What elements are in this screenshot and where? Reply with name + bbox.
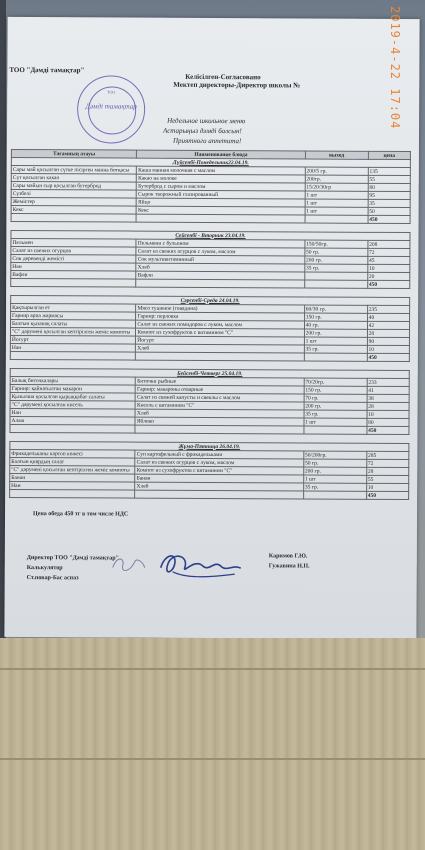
desk-seam [0, 758, 425, 760]
table-cell: 200 гр. [304, 329, 367, 337]
table-cell: 10 [367, 410, 409, 418]
table-cell: Гарнир арпа жармасы [11, 311, 136, 320]
table-cell: 40 гр. [304, 321, 367, 329]
table-cell: 28 [367, 329, 409, 337]
table-cell: Хлеб [136, 263, 304, 272]
table-cell: 55 [366, 475, 408, 483]
table-cell: 1 шт [304, 337, 367, 345]
table-cell: 208 [368, 240, 410, 248]
table-cell: "С" дәруменi қосылған кептірілген жеміс компоты [10, 327, 135, 336]
table-cell: Бейсенбі-Четверг 25.04.19. [10, 368, 409, 378]
table-cell: Қызылша қосылған қырыққабат салаты [10, 392, 135, 401]
table-cell: 50 гр. [303, 459, 366, 467]
table-cell: Сок деревенді жемісті [11, 254, 136, 263]
table-cell: 150/50гр. [305, 240, 368, 248]
table-cell: Хлеб [136, 344, 304, 353]
table-cell: Гарнир: перловка [136, 312, 304, 321]
table-cell: Нан [10, 481, 135, 490]
table-cell: 50 гр. [305, 248, 368, 256]
table-cell: 35 гр. [304, 264, 367, 272]
table-cell: 35 гр. [304, 345, 367, 353]
table-cell: 1 шт [305, 207, 368, 215]
menu-table [9, 149, 411, 500]
table-cell: 233 [367, 378, 409, 386]
day-total-row [10, 489, 409, 499]
table-cell: 72 [366, 459, 408, 467]
table-cell: 50/200гр. [303, 451, 366, 459]
table-cell: 80 [367, 418, 409, 426]
table-cell: Салат из свежих огурцов с луком, маслом [136, 247, 304, 256]
director-signature [155, 548, 245, 582]
table-cell: Компот из сухофруктов с витамином "С" [135, 466, 303, 475]
table-cell: Сары майын сыр қосылған бутерброд [11, 181, 136, 190]
table-cell: Салат из свежей капусты и свеклы с маслом [135, 393, 303, 402]
table-cell: 1 шт [305, 199, 368, 207]
table-cell: выход [305, 151, 368, 159]
table-cell: 10 [367, 345, 409, 353]
table-cell: Йогурт [10, 335, 135, 344]
table-cell: 80 [368, 183, 410, 191]
table-cell: Вафли [136, 271, 304, 280]
table-cell: 70/20гр. [304, 378, 367, 386]
table-cell: Сок мультивитаминный [136, 255, 304, 264]
chef-label: Ст.повар-Бас аспаз [26, 575, 79, 582]
table-cell: Йогурт [136, 336, 304, 345]
menu-greeting-kz: Астарыңыз дәмді болсын! [163, 126, 242, 136]
table-cell: Банан [10, 473, 135, 482]
table-cell: Жемістер [11, 197, 136, 206]
table-cell: Жұма-Пятница 26.04.19. [10, 441, 409, 451]
table-cell: 35 [368, 199, 410, 207]
table-cell: 70 гр. [304, 394, 367, 402]
table-cell: 28 [367, 402, 409, 410]
menu-greeting-ru: Приятного аппетита! [172, 136, 242, 146]
desk-surface [0, 638, 425, 850]
table-cell: 55 [368, 175, 410, 183]
table-cell: 200 гр. [304, 402, 367, 410]
table-cell: Салат из свежих огурцов [11, 246, 136, 255]
table-cell: Компот из сухофруктов с витамином "С" [136, 328, 304, 337]
table-cell: Бутерброд с сыром и маслом [137, 182, 305, 191]
table-cell: Вафли [11, 270, 136, 279]
price-note: Цена обеда 450 тг в том числе НДС [33, 511, 129, 518]
table-cell: Суп картофельный с фрикадельками [135, 450, 303, 459]
table-cell: 450 [367, 426, 409, 434]
table-cell: 45 [367, 256, 409, 264]
table-cell: 40 [367, 313, 409, 321]
table-cell: Сәрсенбі-Среда 24.04.19. [11, 295, 410, 305]
table-cell: Яблоко [135, 417, 303, 426]
table-cell: Биточки рыбные [136, 377, 304, 386]
signer-name-2: Гужавина Н.П. [268, 563, 310, 570]
table-cell: Мясо тушеное (говядина) [136, 304, 304, 313]
table-cell: Алма [10, 416, 135, 425]
calculator-label: Калькулятор [26, 565, 63, 572]
table-cell: Гарнир: макароны отварные [136, 385, 304, 394]
table-cell: 35 гр. [304, 410, 367, 418]
table-cell: 95 [368, 191, 410, 199]
table-cell: Балғын қиярдың салат [10, 457, 135, 466]
table-cell: Кисель с витамином "С" [135, 401, 303, 410]
table-cell: 35 гр. [303, 483, 366, 491]
table-cell: 90 [367, 337, 409, 345]
table-cell: Сары май қосылған сүтке пісірген манна ботқасы [11, 165, 136, 174]
table-cell: "С" дәруменi қосылған кисель [10, 400, 135, 409]
table-cell: Сейсенбі - Вторник 23.04.19. [11, 230, 410, 240]
table-cell: 200 гр. [304, 256, 367, 264]
table-cell: 450 [367, 280, 409, 288]
table-cell [303, 491, 366, 499]
table-cell: Пельмен [11, 238, 136, 247]
table-cell: Салат из свежих помидоров с луком, маслом [136, 320, 304, 329]
table-cell: 38 [367, 394, 409, 402]
table-cell: 200гр. [305, 175, 368, 183]
table-cell: Фрикадельканы картоп көжесі [10, 449, 135, 458]
table-cell: Гарнир: қайнатылған макарон [10, 384, 135, 393]
table-cell: 285 [366, 451, 408, 459]
menu-title: Недельное школьное меню [167, 116, 246, 126]
table-cell: Хлеб [135, 482, 303, 491]
table-cell: "С" дәруменi қосылған кептірілген жеміс компоты [10, 465, 135, 474]
table-cell: Банан [135, 474, 303, 483]
table-cell: 28 [366, 467, 408, 475]
table-cell: Тағамның атауы [11, 149, 136, 158]
table-cell: 450 [366, 491, 408, 499]
table-cell: 235 [367, 305, 409, 313]
table-cell: 10 [367, 264, 409, 272]
table-cell: Балғын қызанақ салаты [11, 319, 136, 328]
table-cell: цена [368, 151, 410, 159]
table-cell: Сүт қосылған какао [11, 173, 136, 182]
table-cell: 200/5 гр. [305, 167, 368, 175]
table-cell: Кекс [136, 206, 304, 215]
approval-line-1: Келісілген-Согласовано [185, 72, 261, 82]
table-cell: Нан [11, 262, 136, 271]
table-cell: 50 [368, 207, 410, 215]
table-cell: Дүйсенбі-Понедельник22.04.19. [11, 157, 410, 167]
table-cell: 15/20/30гр [305, 183, 368, 191]
table-cell: 150 гр. [304, 386, 367, 394]
table-cell: 10 [366, 483, 408, 491]
table-cell: 200 гр. [303, 467, 366, 475]
stamp-small-text: ТОО [107, 89, 116, 95]
table-cell: Яйцо [136, 198, 304, 207]
table-cell: Сүзбелі [11, 189, 136, 198]
table-cell [10, 489, 135, 498]
table-cell: 72 [368, 248, 410, 256]
table-cell [135, 490, 303, 499]
table-cell: 135 [368, 167, 410, 175]
calculator-signature [109, 551, 149, 577]
table-cell: 450 [368, 215, 410, 223]
table-cell: 20 [367, 272, 409, 280]
table-cell: Хлеб [135, 409, 303, 418]
table-cell: 450 [367, 353, 409, 361]
company-name: ТОО "Дәмді тамақтар" [9, 65, 85, 75]
table-cell: Нан [10, 408, 135, 417]
director-label: Директор ТОО "Дәмді тамақтар" [26, 555, 119, 562]
company-stamp [77, 75, 145, 143]
table-cell: 42 [367, 321, 409, 329]
table-cell: Сырок творожный глазированный [137, 190, 305, 199]
table-cell: Пельмени с бульоном [136, 239, 304, 248]
table-cell: 1 шт [303, 475, 366, 483]
table-cell: 60/30 гр. [304, 305, 367, 313]
table-cell: Какао на молоке [137, 174, 305, 183]
table-cell: Қақтырылған ет [11, 303, 136, 312]
stamp-text: Дәмді тамақтар [85, 102, 137, 111]
approval-line-2: Мектеп директоры-Директор школы № [173, 80, 301, 90]
table-cell: Наименование блюда [137, 150, 305, 159]
table-cell: Нан [10, 343, 135, 352]
table-cell: Салат из свежих огурцов с луком, маслом [135, 458, 303, 467]
table-cell: 1 шт [304, 418, 367, 426]
table-cell: 150 гр. [304, 313, 367, 321]
table-cell: Кекс [11, 205, 136, 214]
table-cell: Балық биточкалары [10, 376, 135, 385]
table-cell: 1 шт [305, 191, 368, 199]
desk-seam [0, 668, 425, 670]
menu-document [4, 17, 419, 639]
table-cell: Каша манная молочная с маслом [137, 166, 305, 175]
table-cell: 41 [367, 386, 409, 394]
signer-name-1: Каримов Г.Ю. [268, 553, 308, 560]
photo-timestamp: 2019-4-22 17:04 [388, 6, 402, 130]
